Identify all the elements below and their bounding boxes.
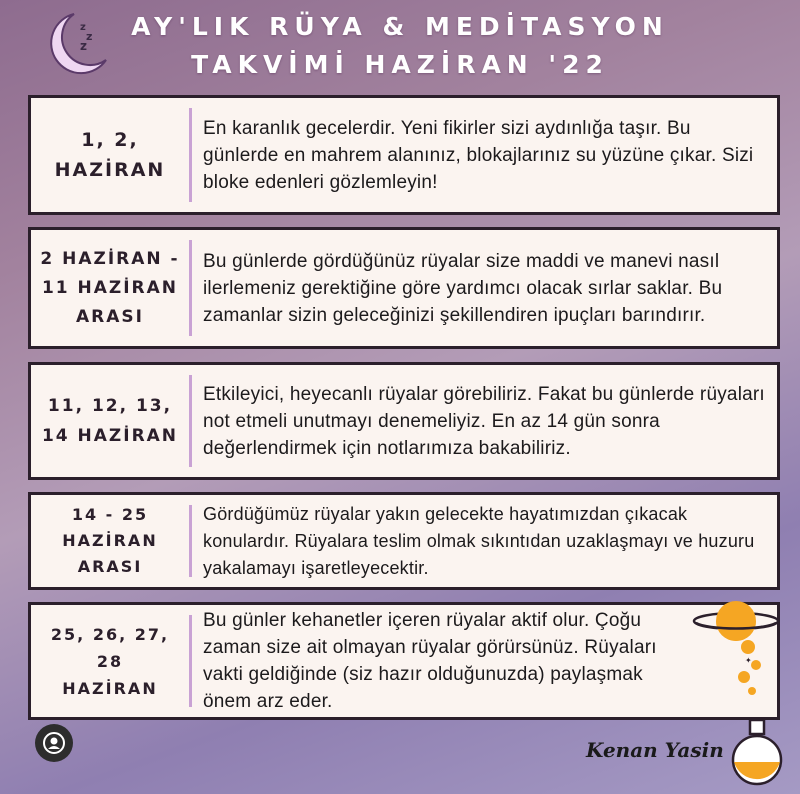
card-text (203, 98, 767, 212)
planet-icon (690, 595, 780, 705)
card-divider (189, 108, 192, 202)
card-text (203, 365, 767, 477)
svg-text:z: z (86, 30, 93, 43)
calendar-card-5 (28, 602, 780, 720)
signature: Kenan Yasin (586, 738, 724, 762)
card-text (203, 495, 767, 587)
card-date: 25, 26, 27, 28 HAZİRAN (50, 624, 170, 698)
flask-icon (722, 718, 792, 788)
user-avatar-button[interactable] (35, 724, 73, 762)
card-divider (189, 505, 192, 577)
svg-text:z: z (80, 39, 87, 53)
card-text-content: Gördüğümüz rüyalar yakın gelecekte hayatımızdan çıkacak konulardır. Rüyalara teslim olmak sıkıntıdan uzaklaşmayı ve huzuru yakalamayı işaretleyecektir. (203, 503, 755, 578)
card-date: 11, 12, 13, 14 HAZİRAN (41, 396, 179, 446)
calendar-card-4 (28, 492, 780, 590)
page-title (0, 8, 800, 84)
card-date: 2 HAZİRAN - 11 HAZİRAN ARASI (40, 248, 180, 327)
card-text (203, 605, 677, 717)
card-text-content: En karanlık gecelerdir. Yeni fikirler sizi aydınlığa taşır. Bu günlerde en mahrem alanınız, blokajlarınız su yüzüne çıkar. Sizi bloke edenleri gözlemleyin! (203, 117, 754, 193)
card-text-content: Bu günler kehanetler içeren rüyalar aktif olur. Çoğu zaman size ait olmayan rüyalar görürsünüz. Rüyaları vakti geldiğinde (siz hazır olduğunuzda) paylaşmak önem arz eder. (203, 610, 657, 712)
svg-text:✦: ✦ (745, 656, 752, 665)
card-divider (189, 375, 192, 467)
calendar-card-2 (28, 227, 780, 349)
card-text-content: Bu günlerde gördüğünüz rüyalar size maddi ve manevi nasıl ilerlemeniz gerektiğine göre yardımcı olacak sırlar saklar. Bu zamanlar sizin geleceğinizi şekillendiren ipuçları barındırır. (203, 250, 723, 326)
calendar-card-1 (28, 95, 780, 215)
title-line-1: AY'LIK RÜYA & MEDİTASYON (131, 12, 669, 41)
card-divider (189, 615, 192, 707)
svg-text:z: z (80, 22, 86, 33)
card-text-content: Etkileyici, heyecanlı rüyalar görebiliriz. Fakat bu günlerde rüyaları not etmeli unutmayı denemeliyiz. En az 14 gün sonra değerlendirmek için notlarımıza bakabiliriz. (203, 383, 765, 459)
card-date: 14 - 25 HAZİRAN ARASI (62, 505, 158, 576)
calendar-card-3 (28, 362, 780, 480)
card-divider (189, 240, 192, 336)
card-text (203, 230, 767, 346)
title-line-2: TAKVİMİ HAZİRAN '22 (191, 50, 609, 79)
user-avatar-icon (43, 732, 65, 754)
card-date: 1, 2, HAZİRAN (54, 129, 166, 181)
